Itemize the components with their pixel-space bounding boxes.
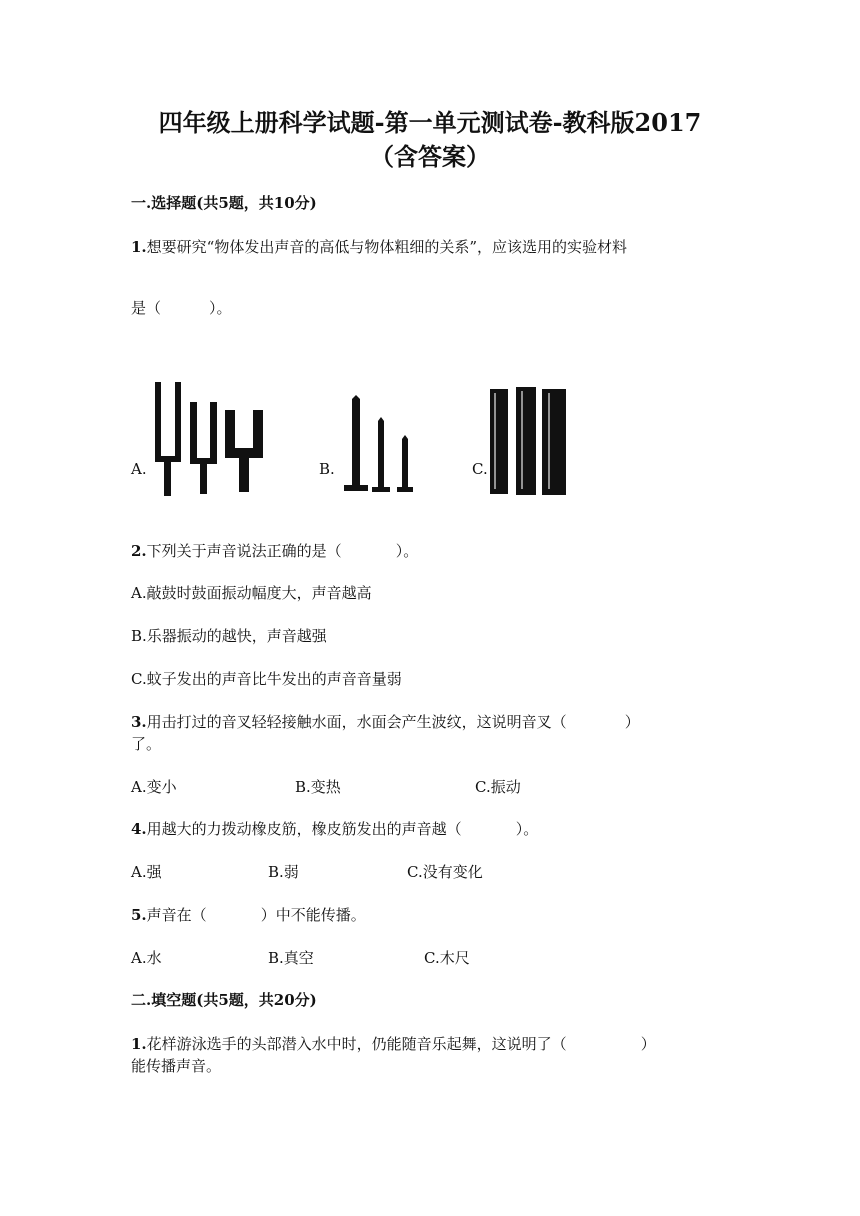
question-text: ）。 bbox=[209, 299, 232, 317]
option-a bbox=[131, 861, 162, 883]
document-title-line2: （含答案） bbox=[370, 142, 490, 171]
question-text: 下列关于声音说法正确的是（ bbox=[146, 542, 342, 560]
question-text: 花样游泳选手的头部潜入水中时，仍能随音乐起舞，这说明了（ bbox=[146, 1035, 567, 1053]
option-label: C. bbox=[475, 778, 491, 796]
option-label: A. bbox=[131, 460, 147, 478]
question-text: ） bbox=[640, 1035, 656, 1053]
option-a bbox=[131, 947, 162, 969]
question-3-line1 bbox=[131, 711, 640, 733]
document-title-line1: 四年级上册科学试题-第一单元测试卷-教科版2017 bbox=[158, 108, 702, 137]
question-text: 是（ bbox=[131, 299, 162, 317]
option-text: 振动 bbox=[490, 778, 521, 796]
question-number: 5. bbox=[131, 906, 147, 924]
option-b bbox=[268, 947, 314, 969]
option-text: 变小 bbox=[146, 778, 177, 796]
option-c bbox=[407, 861, 483, 883]
option-label: C. bbox=[131, 670, 147, 688]
question-text: 用越大的力拨动橡皮筋，橡皮筋发出的声音越（ bbox=[146, 820, 462, 838]
option-text: 变热 bbox=[310, 778, 341, 796]
question-5 bbox=[131, 904, 366, 926]
nails-figure bbox=[338, 395, 418, 495]
question-text: ） bbox=[624, 713, 640, 731]
option-text: 水 bbox=[146, 949, 162, 967]
option-b bbox=[268, 861, 299, 883]
question-number: 3. bbox=[131, 713, 147, 731]
option-label: B. bbox=[319, 460, 335, 478]
question-number: 4. bbox=[131, 820, 147, 838]
option-label: B. bbox=[295, 778, 311, 796]
option-text: 弱 bbox=[283, 863, 299, 881]
question-text: ）。 bbox=[515, 820, 539, 838]
question-1-line2 bbox=[131, 297, 232, 319]
option-label: B. bbox=[268, 949, 284, 967]
tuning-forks-figure bbox=[150, 380, 275, 500]
option-c bbox=[424, 947, 470, 969]
option-text: 蚊子发出的声音比牛发出的声音音量弱 bbox=[146, 670, 402, 688]
question-text: ）中不能传播。 bbox=[260, 906, 366, 924]
question-4 bbox=[131, 818, 538, 840]
option-a bbox=[131, 582, 372, 604]
option-text: 木尺 bbox=[439, 949, 470, 967]
option-label: A. bbox=[131, 584, 147, 602]
option-label: B. bbox=[131, 627, 147, 645]
option-b bbox=[131, 625, 327, 647]
question-text: ）。 bbox=[395, 542, 419, 560]
option-text: 乐器振动的越快，声音越强 bbox=[146, 627, 327, 645]
option-text: 真空 bbox=[283, 949, 314, 967]
option-text: 没有变化 bbox=[422, 863, 483, 881]
fill-question-1-line1 bbox=[131, 1033, 656, 1055]
thick-rods-figure bbox=[486, 385, 571, 497]
question-number: 1. bbox=[131, 1035, 147, 1053]
option-label: A. bbox=[131, 863, 147, 881]
section-1-heading: 一.选择题(共5题，共10分) bbox=[131, 194, 317, 212]
question-number: 1. bbox=[131, 238, 147, 256]
option-b bbox=[295, 776, 341, 798]
option-c bbox=[475, 776, 521, 798]
option-text: 强 bbox=[146, 863, 162, 881]
question-number: 2. bbox=[131, 542, 147, 560]
option-text: 敲鼓时鼓面振动幅度大，声音越高 bbox=[146, 584, 372, 602]
section-2-heading: 二.填空题(共5题，共20分) bbox=[131, 991, 317, 1009]
fill-question-1-line2: 能传播声音。 bbox=[131, 1057, 222, 1075]
question-text: 用击打过的音叉轻轻接触水面，水面会产生波纹，这说明音叉（ bbox=[146, 713, 567, 731]
option-label: C. bbox=[424, 949, 440, 967]
option-label: A. bbox=[131, 949, 147, 967]
question-text: 想要研究“物体发出声音的高低与物体粗细的关系”，应该选用的实验材料 bbox=[146, 238, 628, 256]
option-a bbox=[131, 776, 177, 798]
question-text: 声音在（ bbox=[146, 906, 207, 924]
question-2 bbox=[131, 540, 418, 562]
option-label: C. bbox=[407, 863, 423, 881]
question-1-line1 bbox=[131, 236, 627, 258]
option-c bbox=[131, 668, 402, 690]
option-label: C. bbox=[472, 460, 488, 478]
question-3-line2: 了。 bbox=[131, 735, 162, 753]
option-label: B. bbox=[268, 863, 284, 881]
option-label: A. bbox=[131, 778, 147, 796]
